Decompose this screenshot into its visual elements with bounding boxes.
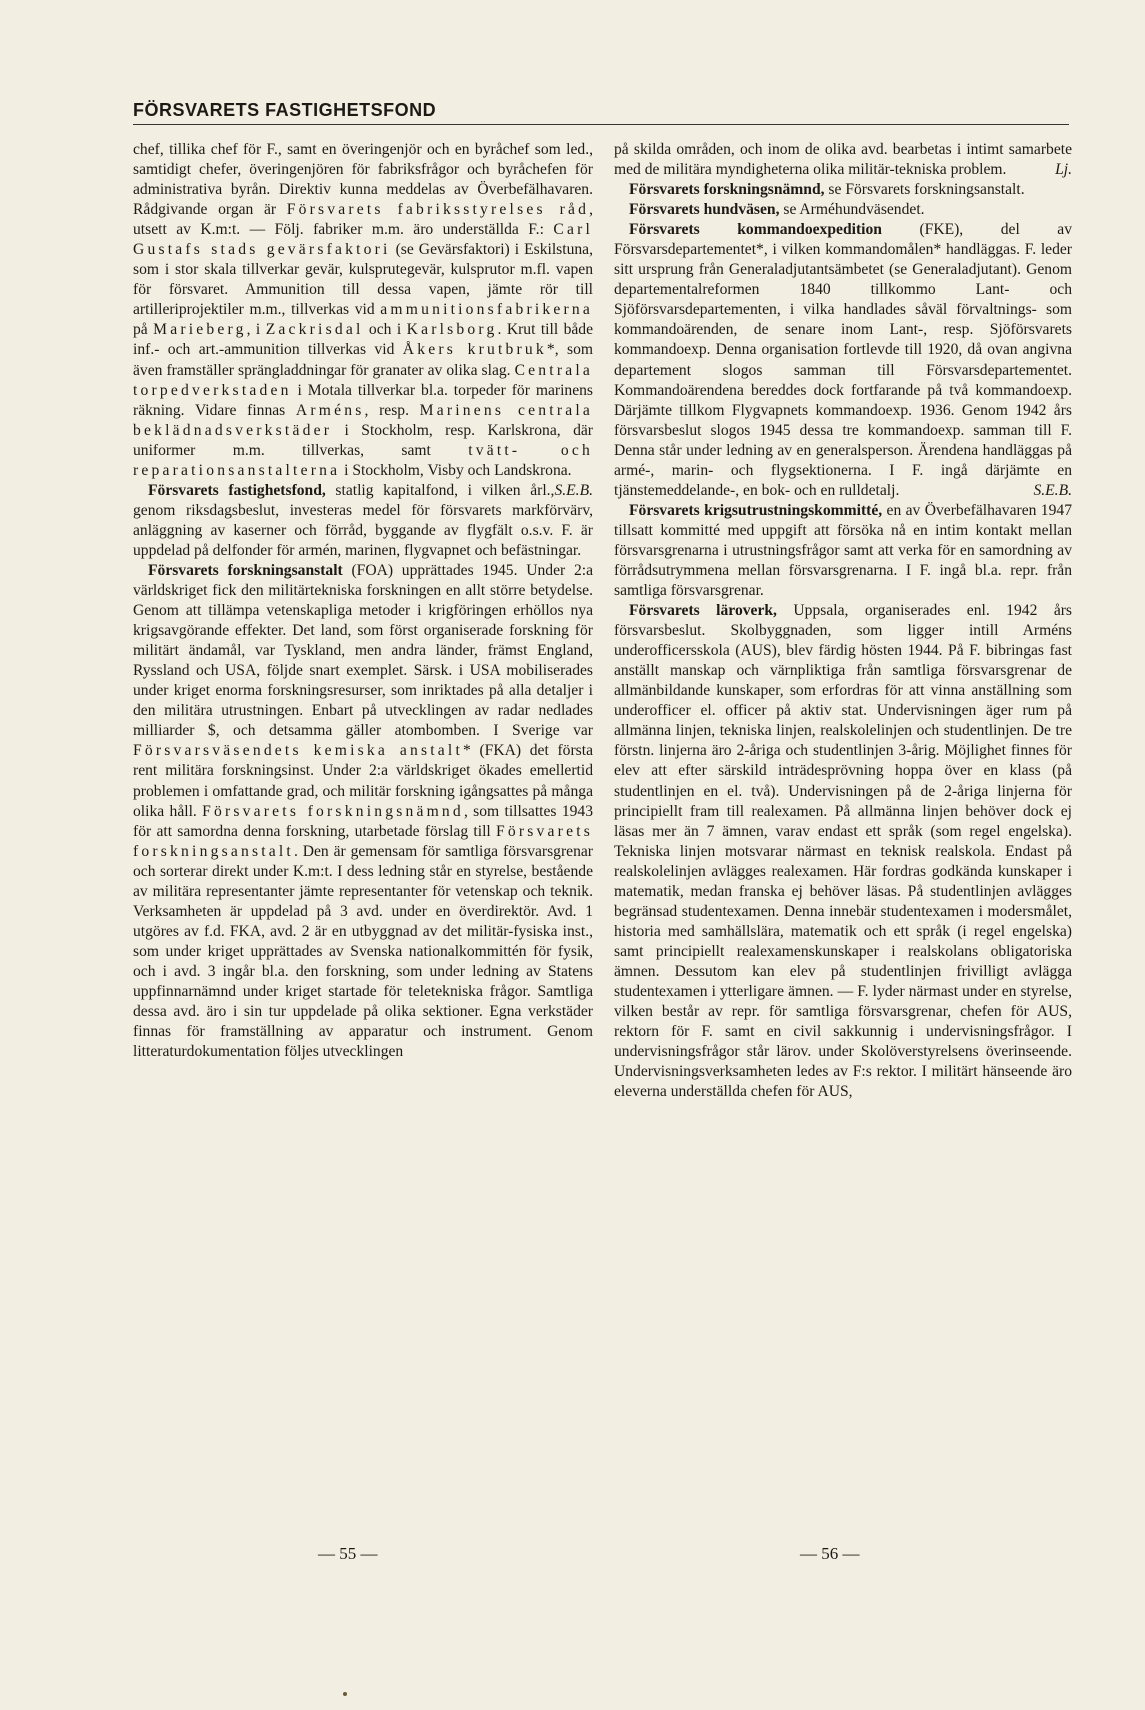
spaced-term: Försvarets fabriksstyrelses råd — [286, 201, 590, 219]
spaced-term: Karlsborg — [406, 321, 498, 339]
entry-text: Uppsala, organiserades enl. 1942 års försvarsbeslut. Skolbyggnaden, som ligger intill Arméns underofficersskola (AUS), blev färdig hösten 1944. På F. bibringas fast anställt manskap och värnpliktiga från samtliga försvarsgrenar de allmänbildande kunskaper, som erfordras för att vinna anställning som underofficer el. officer på aktiv stat. Undervisningen äger rum på allmänna linjen, tekniska linjen, realskolelinjen och studentlinjen. De tre förstn. linjerna äro 2-åriga och studentlinjen 3-årig. Möjlighet finnes för elev att efter särskild inträdesprövning hoppa över en klass (på studentlinjen en el. två). Undervisningen på de 2-åriga linjerna för principiellt fram till realexamen. På allmänna linjen behöver dock ej läsas mer än 7 ämnen, varav endast ett språk (som regel engelska). Tekniska linjen motsvarar närmast en teknisk realskola. Endast på realskolelinjen avlägges realexamen. Här fordras godkända kunskaper i matematik, medan franska ej behöver läsas. På studentlinjen avlägges begränsad studentexamen. Denna innebär studentexamen i modersmålet, historia med samhällslära, matematik och ett språk (i regel engelska) samt principiellt realexamenskunskaper i realskolans obligatoriska ämnen. Dessutom kan elev på studentlinjen frivilligt avlägga studentexamen i ytterligare ämnen. — F. lyder närmast under en styrelse, vilken består av repr. för samtliga försvarsgrenar, chefen för AUS, rektorn för F. samt en civil sakkunnig i undervisningsfrågor. I undervisningsfrågor står lärov. under Skolöverstyrelsens överinseende. Undervisningsverksamheten ledes av F:s rektor. I militärt hänseende äro eleverna underställda chefen för AUS, — [614, 602, 1072, 1101]
spaced-term: ammunitionsfabrikerna — [380, 301, 593, 319]
entry-headword: Försvarets kommandoexpedition — [629, 221, 882, 239]
text: *, som även framställer sprängladdningar för granater av olika slag. — [133, 341, 593, 379]
spaced-term: Centrala torpedverkstaden — [133, 361, 593, 399]
text: i Motala tillverkar bl.a. torpeder för marinens räkning. Vidare finnas — [133, 381, 593, 419]
spaced-term: Carl Gustafs stads gevärsfaktori — [133, 221, 593, 259]
entry-headword: Försvarets fastighetsfond, — [148, 481, 326, 499]
entry-text: , som tillsattes 1943 för att samordna denna forskning, utarbetade förslag till — [133, 802, 594, 840]
entry-text: . Den är gemensam för samtliga försvarsgrenar och sorterar direkt under K.m:t. I dess ledning står en styrelse, bestående av militära representanter jämte representanter för vetenskap och teknik. Verksamheten är uppdelad på 3 avd. under en överdirektör. Avd. 1 utgöres av f.d. FKA, avd. 2 är en utbyggnad av det militär-fysiska inst., som under kriget upprättades av Svenska nationalkommittén för fysik, och i avd. 3 ingår bl.a. den forskning, som under ledning av Statens uppfinnarnämnd under kriget startade för teletekniska frågor. Samtliga dessa avd. äro i sin tur uppdelade på olika sektioner. Egna verkstäder finnas för framställning av apparatur och instrument. Genom litteraturdokumentation följes utvecklingen — [133, 842, 593, 1061]
continued-entry — [614, 140, 1072, 180]
text: chef, tillika chef för F., samt en överingenjör och en byråchef som led., samtidigt chefer, överingenjören för fabriksfrågor och byråchefen för administrativa byrån. Direktiv kunna meddelas av Överbefälhavaren. Rådgivande organ är — [133, 141, 593, 219]
entry-headword: Försvarets krigsutrustningskommitté, — [629, 501, 883, 519]
text: på skilda områden, och inom de olika avd. bearbetas i intimt samarbete med de militära myndigheterna olika militär-tekniska problem. — [614, 141, 1072, 179]
spaced-term: tvätt- och reparationsanstalterna — [133, 441, 593, 479]
entry-hundvasen — [614, 200, 1072, 220]
header-rule — [133, 124, 1069, 125]
entry-kommandoexpedition — [614, 220, 1072, 501]
entry-text: se Försvarets forskningsanstalt. — [824, 181, 1025, 199]
spaced-term: Marinens centrala beklädnadsverkstäder — [133, 401, 593, 439]
entry-text: (FOA) upprättades 1945. Under 2:a världskriget fick den militärtekniska forskningen en allt större betydelse. Genom att tillämpa vetenskapliga metoder i krigföringen erhöllos nya krigsavgörande effekter. Det land, som först organiserade forskning för militärt ändamål, var Tyskland, men andra länder, främst England, Ryssland och USA, följde snart exemplet. Särsk. i USA mobiliserades under kriget enorma forskningsresurser, som inriktades på alla detaljer i den militära utrustningen. Enbart på utvecklingen av radar nedlades milliarder $, och detsamma gäller atombomben. I Sverige var — [133, 561, 593, 740]
running-head: FÖRSVARETS FASTIGHETSFOND — [133, 100, 437, 120]
text: , utsett av K.m:t. — Följ. fabriker m.m. äro underställda F.: — [133, 201, 593, 239]
text: , i — [246, 321, 266, 339]
entry-text: (FKE), del av Försvarsdepartementet*, i vilken kommandomålen* handläggas. F. leder sitt ursprung från Generaladjutantsämbetet (se Generaladjutant). Genom departementalreformen 1840 tillkommo Lant- och Sjöförsvarsdepartementen, i vilka handlades såväl förvaltnings- som kommandoärenden, de senare inom Lant-, resp. Sjöförsvarets kommandoexp. Denna organisation fortlevde till 1920, då ovan angivna departement slogos samman till Försvarsdepartementet. Kommandoärendena bereddes dock fortfarande på två kommandoexp. Därjämte tillkom Flygvapnets kommandoexp. 1936. Genom 1942 års försvarsbeslut slogos 1945 dessa tre kommandoexp. samman till F. Denna står under ledning av en generalsperson. Ärendena handläggas på armé-, marin- och flygsektionerna. I F. ingå därjämte en tjänstemeddelande-, en bok- och en rulldetalj. — [614, 221, 1073, 499]
author-signature: S.E.B. — [554, 481, 593, 499]
text: . Krut till både inf.- och art.-ammunition tillverkas vid — [133, 321, 594, 359]
entry-headword: Försvarets hundväsen, — [629, 201, 780, 219]
spaced-term: Arméns — [295, 401, 365, 419]
text: i Stockholm, resp. Karlskrona, där uniformer m.m. tillverkas, samt — [133, 421, 593, 459]
entry-text: statlig kapitalfond, i vilken årl., genom riksdagsbeslut, investeras medel för försvarets markförvärv, anläggning av kaserner och förråd, byggande av flygfält o.s.v. F. är uppdelad på delfonder för armén, marinen, flygvapnet och befästningar. — [133, 481, 593, 559]
spaced-term: Zackrisdal — [265, 321, 364, 339]
entry-forskningsanstalt — [133, 561, 593, 1062]
entry-fastighetsfond — [133, 481, 593, 561]
text: i Stockholm, Visby och Landskrona. — [340, 461, 572, 479]
text: och i — [363, 321, 407, 339]
entry-text: se Arméhundväsendet. — [779, 201, 925, 219]
right-column — [614, 140, 1072, 1102]
spaced-term: Försvarsväsendets kemiska anstalt — [133, 742, 463, 760]
author-signature: Lj. — [1055, 161, 1072, 179]
page-number-right: — 56 — — [800, 1544, 860, 1563]
spaced-term: Åkers krutbruk — [402, 341, 547, 359]
left-column — [133, 140, 593, 1062]
page-number-left: — 55 — — [318, 1544, 378, 1563]
text: , resp. — [364, 401, 420, 419]
entry-headword: Försvarets läroverk, — [629, 602, 777, 620]
entry-headword: Försvarets forskningsanstalt — [148, 561, 343, 579]
text: (se Gevärsfaktori) i Eskilstuna, som i stor skala tillverkar gevär, kulsprutegevär, kulsprutor m.fl. vapen för försvaret. Ammunition till dessa vapen, jämte rör till artilleriprojektiler m.m., tillverkas vid — [133, 241, 593, 319]
entry-krigsutrustningskommitte — [614, 501, 1072, 601]
spaced-term: Marieberg — [153, 321, 247, 339]
entry-forskningsnamnd — [614, 180, 1072, 200]
entry-text: en av Överbefälhavaren 1947 tillsatt kommitté med uppgift att försöka nå en intim kontakt mellan försvarsgrenarna i utrustningsfrågor samt att verka för en samordning av förrådsutrymmena mellan försvarsgrenarna. I F. ingå bl.a. repr. från samtliga försvarsgrenar. — [614, 501, 1072, 600]
spaced-term: Försvarets forskningsanstalt — [133, 822, 593, 860]
entry-text: * (FKA) det första rent militära forskningsinst. Under 2:a världskriget ökades emellertid problemen i omfattande grad, och militär forskning igångsattes på många olika håll. — [133, 742, 593, 820]
ink-speck — [343, 1692, 347, 1696]
entry-laroverk — [614, 601, 1072, 1102]
text: på — [133, 321, 154, 339]
author-signature: S.E.B. — [1033, 481, 1072, 499]
entry-headword: Försvarets forskningsnämnd, — [629, 181, 825, 199]
spaced-term: Försvarets forskningsnämnd — [202, 802, 464, 820]
